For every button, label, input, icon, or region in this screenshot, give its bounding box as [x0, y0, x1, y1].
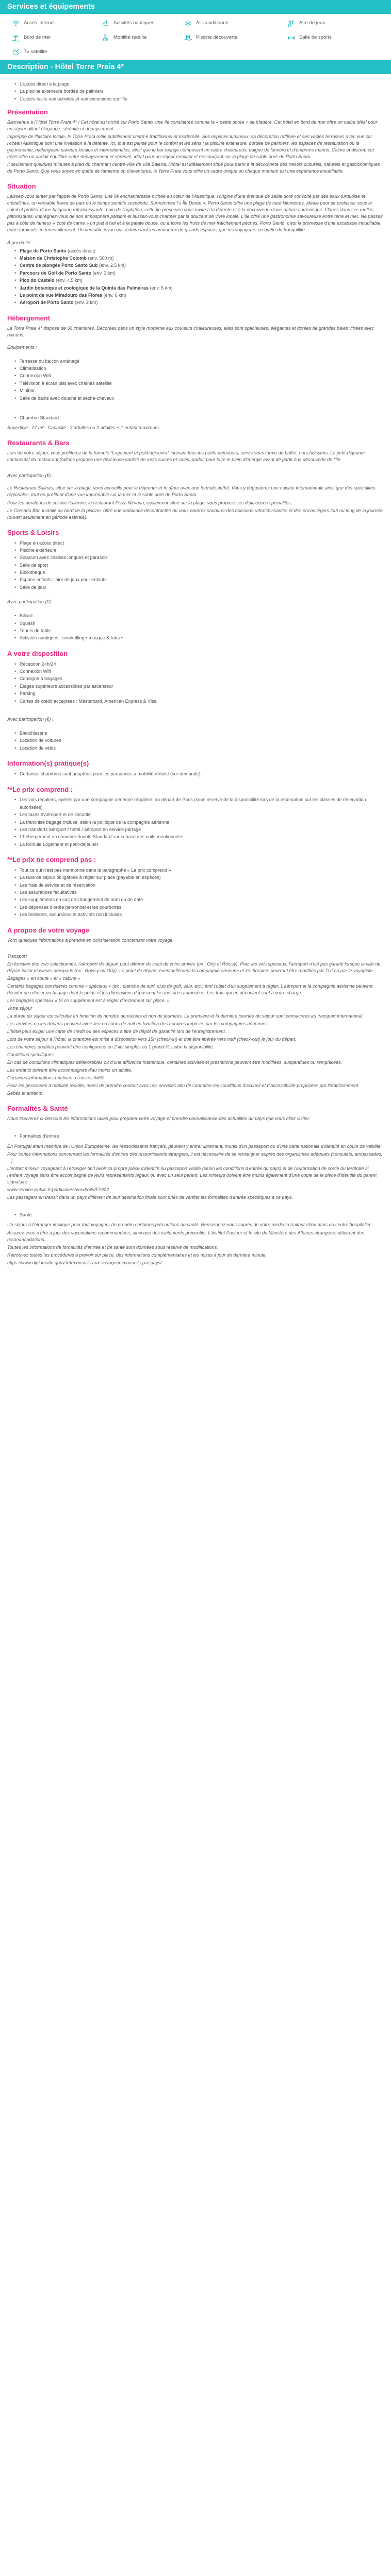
health-paragraph: Toutes les informations de formalités d'entrée et de santé sont données sous réserve de modifications. [7, 1244, 218, 1250]
trip-paragraph: Pour les personnes à mobilité réduite, merci de prendre contact avec nos services afin de connaître les conditions d'accueil et d'accessibilité proposées par l'établissement. [7, 1083, 360, 1089]
disposition-list [14, 660, 383, 705]
formalities-paragraph: Les passagers en transit dans un pays différent de leur destination finale sont priés de vérifier les formalités d'entrée spécifiques à ce pays. [7, 1195, 294, 1200]
price-excludes-title: **Le prix ne comprend pas : [7, 856, 96, 864]
amenity-label: Piscine découverte [196, 35, 238, 41]
health-link[interactable]: https://www.diplomatie.gouv.fr/fr/conseils-aux-voyageurs/conseils-par-pays/ [7, 1260, 162, 1265]
amenity-label: Tv satellite [24, 49, 47, 55]
formalities-intro: Nous trouverez ci-dessous les informations utiles pour préparer votre voyage et prendre connaissance des actualités du pays que vous allez visiter. [7, 1116, 311, 1122]
list-item: • Certaines chambres sont adaptées pour les personnes à mobilité réduite (sur demande). [14, 770, 383, 777]
trip-paragraph: Les bagages spéciaux « Si ce supplément est à régler directement sur place. » [7, 997, 170, 1003]
situation-paragraph: Laissez-vous tenter par l'appel de Porto Santo, une île enchanteresse nichée au cœur de l'Atlantique, l'origine d'une étendue de sable doré convoité par des eaux turquoise et cristallines, un véritable havre de paix où le temps semble suspendu. Surnommée l'« Île Dorée », Porto Santo offre une plage de neuf kilomètres, idéale pour se prélasser sous le soleil et profiter d'une baignade rafraîchissante. Loin de l'agitation, cette île préservée vous invite à la détente et à la découverte d'une nature authentique. Flânez dans ses ruelles pittoresques, imprégnez-vous de son atmosphère paisible et laissez-vous charmer par la douceur de vivre locale. L'île offre une gastronomie savoureuse entre terre et mer. Ne passez pas à côté de fameux « coté de carne » un plat à l'ail et à la patate douce, ou encore les fruits de mer fraîchement pêchés. Porto Santo, c'est la promesse d'une escapade inoubliable, entre farniente et émerveillement. Un véritable joyau qui séduira tant les amoureux de grands espaces que les voyageurs en quête de tranquillité. [7, 194, 383, 233]
trip-about-body [7, 953, 383, 1097]
amenity-seaside [11, 33, 101, 42]
list-item: • Centre de plongée Porto Santo Sub (env. 2,5 km) [14, 262, 383, 269]
amenity-gym [287, 33, 374, 42]
sports-title: Sports & Loisirs [7, 528, 59, 536]
list-item: • Salle de bains avec douche et sèche-cheveux [14, 395, 383, 402]
situation-title: Situation [7, 182, 36, 191]
trip-paragraph: L'hôtel peut exiger une carte de crédit ou des espèces à titre de dépôt de garantie lors de l'enregistrement. [7, 1029, 226, 1035]
restaurants-paragraph: Lors de votre séjour, vous profiterez de la formule "Logement et petit-déjeuner" incluant tous les petits-déjeuners, servis sous forme de buffet, hors boissons. Le petit-déjeuner continental du restaurant Salinas propose une délicieuse variété de mets sucrés et salés, parfait pour faire le plein d'énergie avant de partir à la découverte de l'île. [7, 450, 365, 463]
pool-icon [184, 33, 192, 42]
hebergement-title: Hébergement [7, 314, 51, 322]
list-item: • L'accès direct à la plage [14, 80, 383, 88]
list-item: • Santé [14, 1211, 383, 1218]
list-item: • Étages supérieurs accessibles par ascenseur [14, 683, 383, 690]
amenity-label: Accès internet [24, 20, 55, 26]
list-item: • L'accès facile aux activités et aux excursions sur l'île [14, 95, 383, 103]
list-item: • Les vols réguliers, opérés par une compagnie aérienne régulière, au départ de Paris (sous réserve de la disponibilité lors de la réservation sur les classes de réservation autorisées) [14, 796, 383, 811]
list-item: • Espace enfants : aire de jeux pour enfants [14, 576, 383, 583]
price-excludes-list [14, 867, 383, 919]
seaside-icon [11, 33, 20, 42]
disposition-paid-intro: Avec participation (€) : [7, 717, 54, 722]
hebergement-paragraph: Le Torre Praia 4* dispose de 66 chambres. Décorées dans un style moderne aux couleurs chaleureuses, elles sont spacieuses, élégantes et dotées de grandes baies vitrées avec balcons. [7, 325, 374, 337]
list-item: • Solarium avec chaises longues et parasols [14, 554, 383, 561]
price-includes-title: **Le prix comprend : [7, 785, 73, 793]
dumbbell-icon [287, 33, 295, 42]
restaurants-title: Restaurants & Bars [7, 439, 70, 447]
list-item: • Salle de sport [14, 562, 383, 569]
amenity-label: Salle de sports [299, 35, 332, 41]
health-paragraph: Assurez-vous d'être à jour des vaccinations recommandées, ainsi que des traitements préventifs. L'institut Pasteur et le site du Ministère des Affaires étrangères délivrent des recommandations. [7, 1230, 364, 1242]
list-item: • Formalités d'entrée [14, 1132, 383, 1140]
list-item: • Terrasse ou balcon aménagé [14, 358, 383, 365]
list-item: • Connexion Wifi [14, 668, 383, 675]
main-content [0, 74, 391, 1278]
presentation-paragraph: Bienvenue à l'Hôtel Torre Praia 4* ! Cet hôtel est niché sur Porto Santo, une île considérée comme la « petite dorée » de Madère. Cet hôtel en bord de mer offre un cadre idéal pour un séjour alliant élégance, sérénité et dépaysement. [7, 120, 378, 132]
trip-paragraph: En fonction des vols sélectionnés, l'aéroport de départ peut différer de celui de votre arrivée (ex : Orly et Roissy). Pour les vols spéciaux, l'aéroport n'est pas garanti lorsque la ville de départ inclut plusieurs aéroports (ex : Roissy ou Orly). Le point de départ, éventuellement la compagnie aérienne et les horaires pourront être modifiés par TUI ou par le voyagiste. [7, 961, 381, 973]
sports-paid-intro: Avec participation (€) : [7, 599, 54, 605]
formalities-paragraph: Pour toutes informations concernant les formalités d'entrée des ressortissants étrangers, il est nécessaire de se renseigner auprès des organismes adéquats (consulats, ambassades, ...). [7, 1151, 383, 1163]
list-item: • Climatisation [14, 365, 383, 372]
amenity-reduced-mobility [101, 33, 184, 42]
formalities-paragraph: En Portugal étant membre de l'Union Européenne, les ressortissants français, peuvent y entrer librement, munis d'un passeport ou d'une carte nationale d'identité en cours de validité. [7, 1143, 382, 1149]
amenity-label: Mobilité réduite [113, 35, 147, 41]
amenity-water-sports [101, 19, 184, 27]
sports-paid-list [14, 612, 383, 642]
trip-paragraph: Bébés et enfants [7, 1091, 42, 1096]
formalities-title: Formalités & Santé [7, 1105, 68, 1113]
list-item: • Squash [14, 620, 383, 627]
list-item: • Salle de jeux [14, 584, 383, 591]
amenity-air-conditioning [184, 19, 287, 27]
list-item: • Parking [14, 690, 383, 697]
list-item: • Les boissons, excursions et activités non incluses [14, 911, 383, 918]
list-item: • Tennis de table [14, 627, 383, 634]
disposition-paid-list [14, 730, 383, 752]
room-types [14, 414, 383, 421]
trip-about-intro: Voici quelques informations à prendre en considération concernant votre voyage. [7, 937, 174, 943]
list-item: • La taxe de séjour obligatoire à régler sur place (payable en espèces) [14, 874, 383, 881]
amenities-grid [0, 14, 391, 60]
list-item: • Piscine extérieure [14, 547, 383, 554]
trip-paragraph: Bagages « en soute » et « cabine » [7, 975, 80, 981]
list-item: • Bibliothèque [14, 569, 383, 576]
description-bullets [14, 80, 383, 103]
trip-paragraph: Lors de votre séjour à l'hôtel, la chambre est mise à disposition vers 15h (check-in) et doit être libérée vers midi (check-out) le jour du départ. [7, 1037, 297, 1042]
description-header: Description - Hôtel Torre Praia 4* [0, 60, 391, 74]
list-item: • Les frais de service et de réservation [14, 882, 383, 889]
info-list [14, 770, 383, 777]
satellite-icon [11, 48, 20, 56]
list-item: • Pico do Castelo (env. 4,5 km) [14, 277, 383, 284]
disposition-title: A votre disposition [7, 649, 68, 657]
restaurants-paragraph: Le Corsario Bar, installé au bord de la piscine, offre une ambiance décontractée où vous pourrez savourer des boissons rafraîchissantes et des encas légers tout au long de la journée (ouvert seulement en période estivale). [7, 507, 383, 520]
list-item: • La piscine extérieure bordée de palmiers [14, 88, 383, 95]
trip-paragraph: La durée du séjour est calculée en fonction du nombre de nuitées et non de journées. La première et la dernière journée du séjour sont consacrées au transport international. [7, 1013, 364, 1019]
nearby-list [14, 247, 383, 307]
playground-icon [287, 19, 295, 27]
list-item: • Consigne à bagages [14, 675, 383, 682]
trip-paragraph: Certaines informations relatives à l'accessibilité [7, 1075, 105, 1081]
amenity-label: Activités nautiques [113, 20, 155, 26]
trip-paragraph: Les arrivées ou les départs peuvent avoir lieu en cours de nuit en fonction des horaires imposés par les compagnies aériennes. [7, 1021, 269, 1026]
list-item: • Location de voitures [14, 737, 383, 744]
formalities-paragraph: L'enfant mineur voyageant à l'étranger doit avoir sa propre pièce d'identité ou passeport valide (selon les conditions d'entrée du pays) et de l'autorisation de sortie du territoire si l'enfant voyage sans être accompagné de leurs représentants légaux ou avec un seul parent. Les mineurs doivent être munis également d'une copie de la pièce d'identité du parent signataire. [7, 1165, 377, 1184]
room-detail: Superficie : 27 m² - Capacité : 3 adultes ou 2 adultes + 1 enfant maximum. [7, 425, 160, 431]
list-item: • Les suppléments en cas de changement de nom ou de date [14, 896, 383, 903]
wifi-icon [11, 19, 20, 27]
trip-paragraph: Votre séjour [7, 1005, 32, 1011]
list-item: • L'hébergement en chambre double Standard sur la base des nuits mentionnées [14, 833, 383, 840]
list-item: • Télévision à écran plat avec chaînes satellite [14, 380, 383, 387]
list-item: • Connexion Wifi [14, 372, 383, 379]
trip-paragraph: Les enfants doivent être accompagnés d'au moins un adulte. [7, 1067, 133, 1073]
restaurants-paid-intro: Avec participation (€) : [7, 473, 54, 479]
amenity-pool [184, 33, 287, 42]
price-includes-list [14, 796, 383, 848]
list-item: • La formule Logement et petit-déjeuner [14, 841, 383, 848]
list-item: • Les transferts aéroport / hôtel / aéroport en service partagé [14, 826, 383, 833]
amenity-label: Bord de mer [24, 35, 51, 41]
list-item: • Le point de vue Miradouro das Flores (env. 6 km) [14, 292, 383, 299]
amenity-label: Air conditionné [196, 20, 229, 26]
list-item: • Maison de Christophe Colomb (env. 500 m) [14, 255, 383, 262]
list-item: • Jardin botanique et zoologique de la Quinta das Palmeiras (env. 5 km) [14, 284, 383, 292]
restaurants-paragraph: Le Restaurant Salinas, situé sur la plage, vous accueille pour le déjeuner et le dîner avec une formule buffet. Vous y dégusterez une cuisine internationale ainsi que des spécialités régionales, tout en profitant d'une vue imprenable sur la mer et le sable doré de Porto Santo. [7, 485, 376, 498]
list-item: • Les taxes d'aéroport et de sécurité [14, 811, 383, 818]
health-paragraph: Un séjour à l'étranger implique pour tout voyageur de prendre certaines précautions de santé. Renseignez-vous auprès de votre médecin traitant et/ou dans un centre hospitalier. [7, 1222, 372, 1228]
amenity-label: Aire de jeux [299, 20, 325, 26]
presentation-paragraph: Imprégné de l'histoire locale, le Torre Praia mêle subtilement charme traditionnel et modernité. Ses espaces lumineux, sa décoration raffinée et ses vastes terrasses avec vue sur l'océan Atlantique sont une invitation à la détente. Ici, tout est pensé pour le confort et les sens : la piscine extérieure, bordée de palmiers, les espaces de restauration où la gastronomie, mélangeant saveurs locales et internationales, ainsi que le bar-lounge composent un cadre chaleureux, baigné de lumière et d'embruns marins. Calme et discret, cet hôtel offre un parfait équilibre entre dépaysement et sérénité, idéal pour un séjour relaxant et ressourçant sur la plage de sable doré de Porto Santo. [7, 134, 374, 160]
presentation-paragraph: Il seulement quelques minutes à pied du charmant centre-ville de Vila Baleira, l'hôtel est idéalement situé pour partir à la découverte des trésors culturels, naturels et gastronomiques de Porto Santo. Que vous soyez en quête de farniente ou d'aventures, le Torre Praia vous offre un cadre unique où chaque moment est une expérience inoubliable. [7, 162, 380, 174]
nearby-intro: À proximité : [7, 240, 34, 245]
trip-paragraph: Les chambres doubles peuvent être configurées en 2 lits simples ou 1 grand lit, selon la disponibilité. [7, 1044, 215, 1050]
formalities-link[interactable]: www.service-public.fr/particuliers/vosdroits/F1922 [7, 1187, 109, 1192]
list-item: • Activités nautiques : snorkelling • masque & tuba • [14, 634, 383, 641]
services-header: Services et équipements [0, 0, 391, 14]
wheelchair-icon [101, 33, 109, 42]
list-item: • Cartes de crédit acceptées : Mastercard, American Express & Visa [14, 698, 383, 705]
info-title: Information(s) pratique(s) [7, 759, 89, 768]
health-paragraph: Retrouvez toutes les procédures à prévoir sur place, des informations complémentaires et les mises à jour de dernière minute. [7, 1252, 267, 1258]
amenity-satellite-tv [11, 48, 101, 56]
trip-paragraph: Conditions spécifiques [7, 1052, 54, 1058]
list-item: • La franchise bagage incluse, selon la politique de la compagnie aérienne [14, 819, 383, 826]
list-item: • Billard [14, 612, 383, 619]
trip-about-title: A propos de votre voyage [7, 926, 90, 934]
equipment-intro: Équipements : [7, 344, 37, 350]
equipment-list [14, 358, 383, 402]
presentation-title: Présentation [7, 108, 48, 116]
list-item: • Les assurances facultatives [14, 889, 383, 896]
trip-paragraph: En cas de conditions climatiques défavorables ou d'une affluence inattendue, certaines activités et prestations peuvent être modifiées, suspendues ou remplacées. [7, 1060, 343, 1065]
list-item: • Parcours de Golf de Porto Santo (env. 3 km) [14, 269, 383, 277]
list-item: • Plage de Porto Santo (accès direct) [14, 247, 383, 255]
sports-free-list [14, 539, 383, 591]
list-item: • Aéroport de Porto Santo (env. 2 km) [14, 299, 383, 306]
list-item: • Location de vélos [14, 744, 383, 752]
amenity-playground [287, 19, 374, 27]
trip-paragraph: Certains bagages considérés comme « spéciaux » (ex : planche de surf, club de golf, vélo, etc.) font l'objet d'un supplément à régler. L'aéroport et la compagnie aérienne peuvent décider de refuser un bagage dont le poids et les dimensions dépassent les mesures autorisées. Les frais qui en découlent sont à votre charge. [7, 983, 373, 995]
list-item: • Plage en accès direct [14, 539, 383, 547]
formalities-list [14, 1132, 383, 1140]
list-item: • Réception 24h/24 [14, 660, 383, 668]
list-item: • Les dépenses d'ordre personnel et les pourboires [14, 904, 383, 911]
restaurants-paragraph: Pour les amateurs de cuisine italienne, le restaurant Pizza Nirvana, également situé sur la plage, vous propose ses délicieuses spécialités. [7, 500, 292, 505]
list-item: • Minibar [14, 387, 383, 394]
water-sports-icon [101, 19, 109, 27]
trip-paragraph: Transport [7, 953, 27, 959]
amenity-internet [11, 19, 101, 27]
snowflake-icon [184, 19, 192, 27]
list-item: • Blanchisserie [14, 730, 383, 737]
list-item: • Chambre Standard [14, 414, 383, 421]
list-item: • Tout ce qui n'est pas mentionné dans le paragraphe « Le prix comprend » [14, 867, 383, 874]
health-list [14, 1211, 383, 1218]
